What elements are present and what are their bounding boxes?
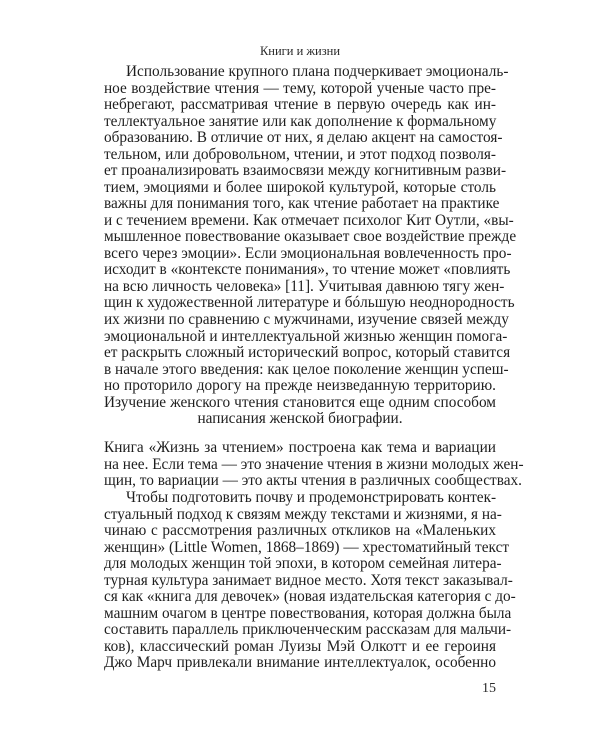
text-line: небрегают, рассматривая чтение в первую очередь как ин- <box>104 96 496 114</box>
text-line: ет раскрыть сложный исторический вопрос, который ставится <box>104 344 511 362</box>
text-line: тельном, или добровольном, чтении, и этот подход позволя- <box>104 145 496 163</box>
text-line: ков), классический роман Луизы Мэй Олкотт и ее героиня <box>104 637 496 655</box>
text-line: написания женской биографии. <box>197 410 403 428</box>
text-line: Использование крупного плана подчеркивает эмоциональ- <box>126 63 509 80</box>
text-line: турная культура занимает видное место. Хотя текст заказывал- <box>104 571 513 589</box>
text-line: на всю личность человека» [11]. Учитывая давнюю тягу жен- <box>104 277 505 295</box>
text-line: исходит в «контексте понимания», то чтение может «повлиять <box>104 261 511 279</box>
text-line: но проторило дорогу на прежде неизведанную территорию. <box>104 377 496 395</box>
paragraph-1 <box>104 63 517 428</box>
text-line: всего через эмоции». Если эмоциональная вовлеченность про- <box>104 244 512 262</box>
text-line: их жизни по сравнению с мужчинами, изучение связей между <box>104 310 509 328</box>
text-line: Книга «Жизнь за чтением» построена как тема и вариации <box>104 439 496 456</box>
text-line: ет проанализировать взаимосвязи между когнитивным разви- <box>104 162 507 180</box>
text-line: тием, эмоциями и более широкой культурой, которые столь <box>104 178 496 196</box>
text-line: машним очагом в центре повествования, которая должна была <box>104 604 512 622</box>
paragraph-3 <box>104 489 516 672</box>
text-line: Изучение женского чтения становится еще одним способом <box>104 393 496 411</box>
text-line: чинаю с рассмотрения различных откликов на «Маленьких <box>104 522 496 540</box>
text-line: теллектуальное занятие или как дополнение к формальному <box>104 112 497 130</box>
text-line: эмоциональной и интеллектуальной жизнью женщин помога- <box>104 327 508 345</box>
text-line: мышленное повествование оказывает свое воздействие прежде <box>104 228 517 246</box>
text-line: женщин» (Little Women, 1868–1869) — хрестоматийный текст <box>104 538 510 556</box>
text-line: ся как «книга для девочек» (новая издательская категория с до- <box>104 588 516 606</box>
page-number: 15 <box>482 681 496 696</box>
text-line: Джо Марч привлекали внимание интеллектуалок, особенно <box>104 654 496 672</box>
text-line: на нее. Если тема — это значение чтения в жизни молодых жен- <box>104 455 524 473</box>
text-line: щин к художественной литературе и бóльшую неоднородность <box>104 294 515 312</box>
text-line: Чтобы подготовить почву и продемонстрировать контек- <box>126 489 497 506</box>
text-line: образованию. В отличие от них, я делаю акцент на самостоя- <box>104 129 503 147</box>
text-line: ное воздействие чтения — тему, которой ученые часто пре- <box>104 79 496 97</box>
text-line: важны для понимания того, как чтение работает на практике <box>104 195 500 213</box>
text-line: стуальный подход к связям между текстами и жизнями, я на- <box>104 505 502 523</box>
text-line: составить параллель приключенческим рассказам для мальчи- <box>104 621 512 639</box>
running-header: Книги и жизни <box>259 44 341 58</box>
paragraph-2 <box>104 439 524 490</box>
text-line: для молодых женщин той эпохи, в котором семейная литера- <box>104 555 502 573</box>
text-line: и с течением времени. Как отмечает психолог Кит Оутли, «вы- <box>104 211 514 229</box>
text-line: щин, то вариации — это акты чтения в различных сообществах. <box>104 472 522 490</box>
text-line: в начале этого введения: как целое поколение женщин успеш- <box>104 360 509 378</box>
